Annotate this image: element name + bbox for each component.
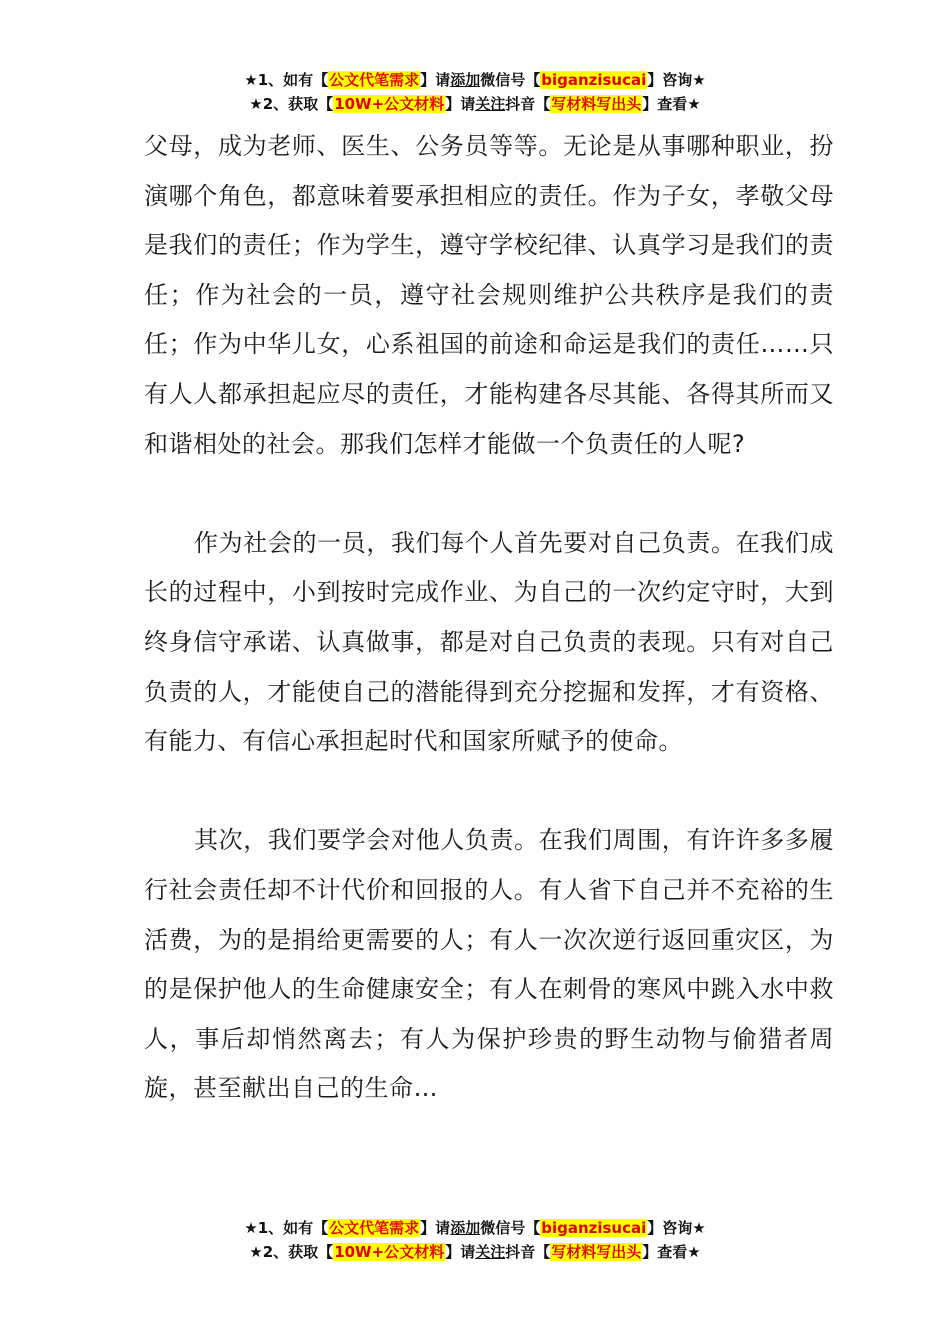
underlined-text: 添加: [450, 1219, 481, 1237]
header-banner: [0, 68, 950, 116]
underlined-text: 关注: [475, 1243, 506, 1261]
banner-text: ★1、如有【: [244, 1219, 329, 1237]
document-body: [144, 122, 834, 1114]
paragraph-spacer: [144, 469, 834, 519]
banner-text: 】咨询★: [647, 71, 706, 89]
banner-text: 】请: [445, 1243, 476, 1261]
highlight-wechat-id: biganzisucai: [541, 1219, 647, 1237]
banner-line-1: [0, 1216, 950, 1240]
underlined-text: 关注: [475, 95, 506, 113]
banner-text: ★1、如有【: [244, 71, 329, 89]
banner-text: 】请: [420, 1219, 451, 1237]
highlight-wechat-id: biganzisucai: [541, 71, 647, 89]
footer-banner: [0, 1216, 950, 1264]
highlight-douyin-account: 写材料写出头: [551, 1243, 642, 1261]
paragraph-1: 父母，成为老师、医生、公务员等等。无论是从事哪种职业，扮演哪个角色，都意味着要承担相应的责任。作为子女，孝敬父母是我们的责任；作为学生，遵守学校纪律、认真学习是我们的责任；作为社会的一员，遵守社会规则维护公共秩序是我们的责任；作为中华儿女，心系祖国的前途和命运是我们的责任……只有人人都承担起应尽的责任，才能构建各尽其能、各得其所而又和谐相处的社会。那我们怎样才能做一个负责任的人呢?: [144, 132, 834, 458]
highlight-service: 公文代笔需求: [329, 1219, 420, 1237]
highlight-materials: 10W+公文材料: [334, 1243, 445, 1261]
banner-text: 微信号【: [480, 1219, 541, 1237]
highlight-materials: 10W+公文材料: [334, 95, 445, 113]
banner-line-2: [0, 92, 950, 116]
underlined-text: 添加: [450, 71, 481, 89]
paragraph-spacer: [144, 767, 834, 817]
banner-text: 抖音【: [505, 95, 551, 113]
banner-text: 】请: [420, 71, 451, 89]
banner-text: 】查看★: [642, 95, 701, 113]
banner-line-2: [0, 1240, 950, 1264]
highlight-douyin-account: 写材料写出头: [551, 95, 642, 113]
paragraph-3: 其次，我们要学会对他人负责。在我们周围，有许许多多履行社会责任却不计代价和回报的人。有人省下自己并不充裕的生活费，为的是捐给更需要的人；有人一次次逆行返回重灾区，为的是保护他人的生命健康安全；有人在刺骨的寒风中跳入水中救人，事后却悄然离去；有人为保护珍贵的野生动物与偷猎者周旋，甚至献出自己的生命…: [144, 826, 834, 1103]
banner-text: ★2、获取【: [249, 95, 334, 113]
banner-text: 抖音【: [505, 1243, 551, 1261]
banner-text: 】查看★: [642, 1243, 701, 1261]
banner-line-1: [0, 68, 950, 92]
banner-text: 】请: [445, 95, 476, 113]
banner-text: 】咨询★: [647, 1219, 706, 1237]
banner-text: 微信号【: [480, 71, 541, 89]
paragraph-2: 作为社会的一员，我们每个人首先要对自己负责。在我们成长的过程中，小到按时完成作业、为自己的一次约定守时，大到终身信守承诺、认真做事，都是对自己负责的表现。只有对自己负责的人，才能使自己的潜能得到充分挖掘和发挥，才有资格、有能力、有信心承担起时代和国家所赋予的使命。: [144, 528, 834, 756]
highlight-service: 公文代笔需求: [329, 71, 420, 89]
banner-text: ★2、获取【: [249, 1243, 334, 1261]
